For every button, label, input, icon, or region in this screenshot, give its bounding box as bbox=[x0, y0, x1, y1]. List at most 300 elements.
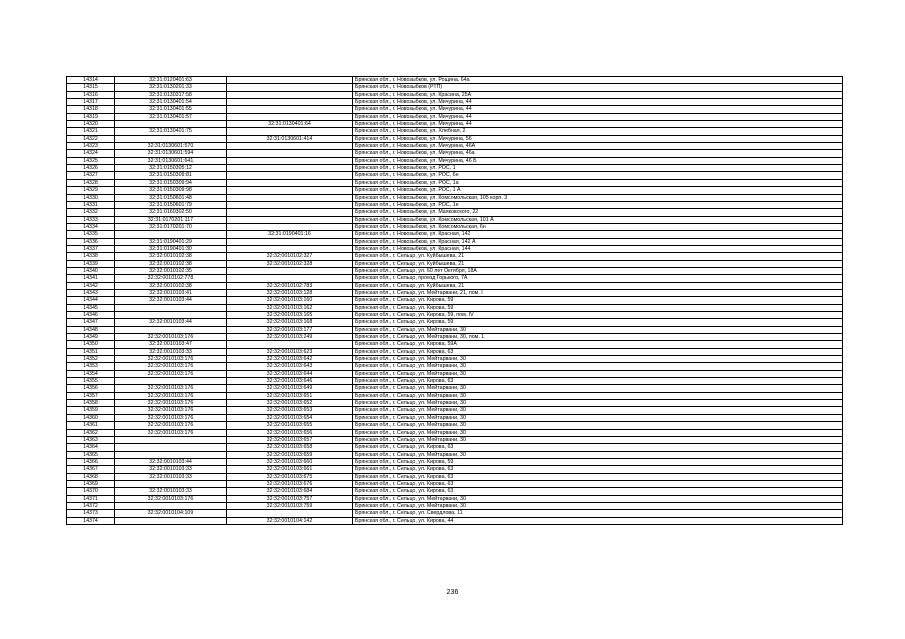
address-cell: Брянская обл., г. Новозыбков, ул. Мичурина, 56 bbox=[353, 135, 843, 142]
land-cadastral-number-cell: 32:32:0010103:44 bbox=[115, 458, 227, 465]
row-number-cell: 14372 bbox=[67, 502, 115, 509]
address-cell: Брянская обл., г. Новозыбков, ул. РОС, 1 А bbox=[353, 187, 843, 194]
land-cadastral-number-cell: 32:31:0150601:79 bbox=[115, 201, 227, 208]
building-cadastral-number-cell bbox=[227, 77, 353, 84]
land-cadastral-number-cell: 32:31:0130601:641 bbox=[115, 157, 227, 164]
building-cadastral-number-cell bbox=[227, 209, 353, 216]
building-cadastral-number-cell: 32:32:0010103:676 bbox=[227, 480, 353, 487]
land-cadastral-number-cell: 32:31:0120401:63 bbox=[115, 77, 227, 84]
address-cell: Брянская обл., г. Сельцо, ул. Кирова, 63 bbox=[353, 348, 843, 355]
building-cadastral-number-cell: 32:32:0010103:249 bbox=[227, 334, 353, 341]
land-cadastral-number-cell: 32:32:0010103:41 bbox=[115, 289, 227, 296]
table-row bbox=[67, 84, 843, 91]
table-row bbox=[67, 451, 843, 458]
address-cell: Брянская обл., г. Сельцо, ул. Мейтарвани, 30 bbox=[353, 502, 843, 509]
table-row bbox=[67, 436, 843, 443]
row-number-cell: 14332 bbox=[67, 209, 115, 216]
land-cadastral-number-cell: 32:31:0160302:50 bbox=[115, 209, 227, 216]
row-number-cell: 14344 bbox=[67, 297, 115, 304]
table-row bbox=[67, 150, 843, 157]
table-row bbox=[67, 495, 843, 502]
building-cadastral-number-cell bbox=[227, 216, 353, 223]
land-cadastral-number-cell: 32:32:0010102:778 bbox=[115, 275, 227, 282]
land-cadastral-number-cell: 32:32:0010102:38 bbox=[115, 282, 227, 289]
address-cell: Брянская обл., г. Сельцо, ул. Мейтарвани, 30 bbox=[353, 451, 843, 458]
building-cadastral-number-cell: 32:32:0010102:327 bbox=[227, 253, 353, 260]
land-cadastral-number-cell bbox=[115, 436, 227, 443]
row-number-cell: 14321 bbox=[67, 128, 115, 135]
building-cadastral-number-cell: 32:31:0190401:16 bbox=[227, 231, 353, 238]
row-number-cell: 14360 bbox=[67, 414, 115, 421]
row-number-cell: 14316 bbox=[67, 91, 115, 98]
row-number-cell: 14326 bbox=[67, 165, 115, 172]
address-cell: Брянская обл., г. Новозыбков, ул. Комсомольская, 101 А bbox=[353, 216, 843, 223]
address-cell: Брянская обл., г. Сельцо, ул. Кирова, 63 bbox=[353, 378, 843, 385]
table-row bbox=[67, 194, 843, 201]
land-cadastral-number-cell bbox=[115, 378, 227, 385]
address-cell: Брянская обл., г. Сельцо, ул. Куйбышева, 21 bbox=[353, 260, 843, 267]
table-row bbox=[67, 172, 843, 179]
building-cadastral-number-cell bbox=[227, 194, 353, 201]
land-cadastral-number-cell bbox=[115, 444, 227, 451]
building-cadastral-number-cell: 32:32:0010102:328 bbox=[227, 260, 353, 267]
land-cadastral-number-cell: 32:31:0130401:57 bbox=[115, 113, 227, 120]
address-cell: Брянская обл., г. Новозыбков, ул. Красная, 142 bbox=[353, 231, 843, 238]
table-row bbox=[67, 334, 843, 341]
row-number-cell: 14365 bbox=[67, 451, 115, 458]
address-cell: Брянская обл., г. Сельцо, ул. Мейтарвани, 30 bbox=[353, 429, 843, 436]
address-cell: Брянская обл., г. Сельцо, ул. Кирова, 63 bbox=[353, 480, 843, 487]
building-cadastral-number-cell: 32:32:0010103:162 bbox=[227, 304, 353, 311]
row-number-cell: 14373 bbox=[67, 510, 115, 517]
row-number-cell: 14342 bbox=[67, 282, 115, 289]
land-cadastral-number-cell: 32:32:0010103:176 bbox=[115, 495, 227, 502]
table-row bbox=[67, 480, 843, 487]
land-cadastral-number-cell: 32:32:0010102:38 bbox=[115, 253, 227, 260]
row-number-cell: 14337 bbox=[67, 245, 115, 252]
land-cadastral-number-cell: 32:32:0010102:38 bbox=[115, 260, 227, 267]
land-cadastral-number-cell bbox=[115, 231, 227, 238]
land-cadastral-number-cell: 32:31:0150601:48 bbox=[115, 194, 227, 201]
address-cell: Брянская обл., г. Сельцо, ул. Мейтарвани, 30, пом. 1 bbox=[353, 334, 843, 341]
page-number: 236 bbox=[446, 589, 459, 596]
address-cell: Брянская обл., г. Сельцо, ул. Кирова, 59 bbox=[353, 304, 843, 311]
building-cadastral-number-cell: 32:32:0010103:657 bbox=[227, 436, 353, 443]
land-cadastral-number-cell: 32:32:0010103:176 bbox=[115, 392, 227, 399]
land-cadastral-number-cell: 32:31:0150305:12 bbox=[115, 165, 227, 172]
address-cell: Брянская обл., г. Новозыбков, ул. Комсомольская, 6н bbox=[353, 223, 843, 230]
address-cell: Брянская обл., г. Сельцо, ул. Кирова, 63 bbox=[353, 466, 843, 473]
row-number-cell: 14348 bbox=[67, 326, 115, 333]
building-cadastral-number-cell: 32:32:0010103:160 bbox=[227, 297, 353, 304]
table-row bbox=[67, 113, 843, 120]
building-cadastral-number-cell: 32:32:0010103:649 bbox=[227, 385, 353, 392]
building-cadastral-number-cell: 32:32:0010103:658 bbox=[227, 444, 353, 451]
row-number-cell: 14371 bbox=[67, 495, 115, 502]
land-cadastral-number-cell: 32:31:0170201:70 bbox=[115, 223, 227, 230]
table-row bbox=[67, 488, 843, 495]
row-number-cell: 14339 bbox=[67, 260, 115, 267]
table-row bbox=[67, 458, 843, 465]
row-number-cell: 14340 bbox=[67, 267, 115, 274]
building-cadastral-number-cell: 32:32:0010103:656 bbox=[227, 429, 353, 436]
table-row bbox=[67, 165, 843, 172]
land-cadastral-number-cell: 32:31:0190401:30 bbox=[115, 245, 227, 252]
table-row bbox=[67, 385, 843, 392]
building-cadastral-number-cell bbox=[227, 99, 353, 106]
land-cadastral-number-cell: 32:31:0130401:54 bbox=[115, 99, 227, 106]
building-cadastral-number-cell bbox=[227, 150, 353, 157]
row-number-cell: 14317 bbox=[67, 99, 115, 106]
land-cadastral-number-cell: 32:32:0010103:44 bbox=[115, 297, 227, 304]
row-number-cell: 14329 bbox=[67, 187, 115, 194]
land-cadastral-number-cell: 32:32:0010103:176 bbox=[115, 363, 227, 370]
table-row bbox=[67, 400, 843, 407]
property-table-container bbox=[66, 76, 842, 525]
row-number-cell: 14334 bbox=[67, 223, 115, 230]
land-cadastral-number-cell: 32:32:0010103:176 bbox=[115, 385, 227, 392]
address-cell: Брянская обл., г. Сельцо, ул. Кирова, 44 bbox=[353, 517, 843, 524]
table-row bbox=[67, 121, 843, 128]
address-cell: Брянская обл., г. Сельцо, ул. Мейтарвани, 30 bbox=[353, 422, 843, 429]
building-cadastral-number-cell bbox=[227, 187, 353, 194]
row-number-cell: 14345 bbox=[67, 304, 115, 311]
address-cell: Брянская обл., г. Новозыбков, ул. Мичурина, 44 bbox=[353, 106, 843, 113]
table-row bbox=[67, 267, 843, 274]
row-number-cell: 14333 bbox=[67, 216, 115, 223]
address-cell: Брянская обл., г. Сельцо, ул. Мейтарвани, 30 bbox=[353, 495, 843, 502]
building-cadastral-number-cell: 32:32:0010103:623 bbox=[227, 348, 353, 355]
address-cell: Брянская обл., г. Новозыбков, ул. Красная, 142 А bbox=[353, 238, 843, 245]
address-cell: Брянская обл., г. Новозыбков, ул. Мичурина, 44 bbox=[353, 121, 843, 128]
address-cell: Брянская обл., г. Сельцо, ул. Кирова, 63 bbox=[353, 444, 843, 451]
building-cadastral-number-cell bbox=[227, 275, 353, 282]
land-cadastral-number-cell bbox=[115, 326, 227, 333]
land-cadastral-number-cell: 32:31:0130317:58 bbox=[115, 91, 227, 98]
table-row bbox=[67, 106, 843, 113]
building-cadastral-number-cell bbox=[227, 157, 353, 164]
row-number-cell: 14324 bbox=[67, 150, 115, 157]
table-row bbox=[67, 99, 843, 106]
row-number-cell: 14338 bbox=[67, 253, 115, 260]
address-cell: Брянская обл., г. Новозыбков, ул. Мичурина, 46а bbox=[353, 150, 843, 157]
land-cadastral-number-cell: 32:32:0010103:33 bbox=[115, 473, 227, 480]
land-cadastral-number-cell: 32:32:0010103:176 bbox=[115, 429, 227, 436]
address-cell: Брянская обл., г. Новозыбков, ул. Хлебная, 2 bbox=[353, 128, 843, 135]
address-cell: Брянская обл., г. Сельцо, ул. Мейтарвани, 30 bbox=[353, 436, 843, 443]
building-cadastral-number-cell bbox=[227, 238, 353, 245]
building-cadastral-number-cell: 32:32:0010103:655 bbox=[227, 422, 353, 429]
row-number-cell: 14331 bbox=[67, 201, 115, 208]
table-row bbox=[67, 414, 843, 421]
building-cadastral-number-cell: 32:32:0010103:659 bbox=[227, 451, 353, 458]
table-row bbox=[67, 216, 843, 223]
address-cell: Брянская обл., г. Новозыбков, ул. Маяковского, 22 bbox=[353, 209, 843, 216]
row-number-cell: 14347 bbox=[67, 319, 115, 326]
land-cadastral-number-cell bbox=[115, 502, 227, 509]
table-row bbox=[67, 326, 843, 333]
table-row bbox=[67, 319, 843, 326]
address-cell: Брянская обл., г. Новозыбков, ул. РОС, 1а bbox=[353, 179, 843, 186]
address-cell: Брянская обл., г. Сельцо, ул. Кирова, 63 bbox=[353, 488, 843, 495]
land-cadastral-number-cell: 32:31:0170201:117 bbox=[115, 216, 227, 223]
building-cadastral-number-cell bbox=[227, 128, 353, 135]
address-cell: Брянская обл., г. Новозыбков, ул. РОС, 1е bbox=[353, 201, 843, 208]
row-number-cell: 14369 bbox=[67, 480, 115, 487]
row-number-cell: 14322 bbox=[67, 135, 115, 142]
row-number-cell: 14346 bbox=[67, 312, 115, 319]
building-cadastral-number-cell bbox=[227, 267, 353, 274]
address-cell: Брянская обл., г. Сельцо, проезд Горького, 7А bbox=[353, 275, 843, 282]
land-cadastral-number-cell: 32:32:0010103:33 bbox=[115, 488, 227, 495]
row-number-cell: 14357 bbox=[67, 392, 115, 399]
address-cell: Брянская обл., г. Сельцо, ул. Мейтарвани, 30 bbox=[353, 385, 843, 392]
table-row bbox=[67, 510, 843, 517]
address-cell: Брянская обл., г. Новозыбков, ул. Рощина, 64а bbox=[353, 77, 843, 84]
land-cadastral-number-cell: 32:32:0010103:176 bbox=[115, 414, 227, 421]
building-cadastral-number-cell: 32:32:0010103:168 bbox=[227, 319, 353, 326]
address-cell: Брянская обл., г. Сельцо, ул. Мейтарвани, 30 bbox=[353, 414, 843, 421]
table-row bbox=[67, 297, 843, 304]
row-number-cell: 14336 bbox=[67, 238, 115, 245]
land-cadastral-number-cell: 32:31:0150309:81 bbox=[115, 172, 227, 179]
row-number-cell: 14352 bbox=[67, 356, 115, 363]
land-cadastral-number-cell: 32:32:0010103:176 bbox=[115, 407, 227, 414]
row-number-cell: 14355 bbox=[67, 378, 115, 385]
table-row bbox=[67, 187, 843, 194]
address-cell: Брянская обл., г. Новозыбков, ул. Красная, 144 bbox=[353, 245, 843, 252]
table-row bbox=[67, 502, 843, 509]
address-cell: Брянская обл., г. Сельцо, ул. Кирова, 59 bbox=[353, 297, 843, 304]
row-number-cell: 14354 bbox=[67, 370, 115, 377]
land-cadastral-number-cell: 32:31:0130601:594 bbox=[115, 150, 227, 157]
address-cell: Брянская обл., г. Сельцо, ул. Кирова, 63 bbox=[353, 473, 843, 480]
land-cadastral-number-cell: 32:32:0010103:176 bbox=[115, 400, 227, 407]
row-number-cell: 14318 bbox=[67, 106, 115, 113]
address-cell: Брянская обл., г. Новозыбков, ул. РОС, 6н bbox=[353, 172, 843, 179]
building-cadastral-number-cell: 32:32:0010103:757 bbox=[227, 495, 353, 502]
building-cadastral-number-cell: 32:32:0010103:652 bbox=[227, 400, 353, 407]
address-cell: Брянская обл., г. Сельцо, ул. Мейтарвани, 21, пом. I bbox=[353, 289, 843, 296]
table-row bbox=[67, 260, 843, 267]
address-cell: Брянская обл., г. Новозыбков, ул. Мичурина, 46 Б bbox=[353, 157, 843, 164]
address-cell: Брянская обл., г. Сельцо, ул. Куйбышева, 21 bbox=[353, 253, 843, 260]
land-cadastral-number-cell: 32:32:0010103:33 bbox=[115, 348, 227, 355]
building-cadastral-number-cell: 32:32:0010103:646 bbox=[227, 378, 353, 385]
building-cadastral-number-cell bbox=[227, 84, 353, 91]
address-cell: Брянская обл., г. Новозыбков, ул. Мичурина, 44 bbox=[353, 99, 843, 106]
building-cadastral-number-cell: 32:32:0010102:783 bbox=[227, 282, 353, 289]
address-cell: Брянская обл., г. Сельцо, ул. Кирова, 59 bbox=[353, 458, 843, 465]
table-row bbox=[67, 253, 843, 260]
land-cadastral-number-cell: 32:31:0130401:55 bbox=[115, 106, 227, 113]
row-number-cell: 14314 bbox=[67, 77, 115, 84]
table-row bbox=[67, 341, 843, 348]
land-cadastral-number-cell: 32:31:0150309:98 bbox=[115, 187, 227, 194]
row-number-cell: 14359 bbox=[67, 407, 115, 414]
table-row bbox=[67, 223, 843, 230]
row-number-cell: 14363 bbox=[67, 436, 115, 443]
table-row bbox=[67, 282, 843, 289]
row-number-cell: 14328 bbox=[67, 179, 115, 186]
row-number-cell: 14362 bbox=[67, 429, 115, 436]
property-table bbox=[66, 76, 843, 525]
row-number-cell: 14319 bbox=[67, 113, 115, 120]
land-cadastral-number-cell bbox=[115, 451, 227, 458]
address-cell: Брянская обл., г. Сельцо, ул. Мейтарвани, 30 bbox=[353, 363, 843, 370]
land-cadastral-number-cell bbox=[115, 304, 227, 311]
building-cadastral-number-cell: 32:32:0010103:661 bbox=[227, 466, 353, 473]
address-cell: Брянская обл., г. Сельцо, ул. Мейтарвани, 30 bbox=[353, 356, 843, 363]
row-number-cell: 14361 bbox=[67, 422, 115, 429]
address-cell: Брянская обл., г. Сельцо, ул. Мейтарвани, 30 bbox=[353, 400, 843, 407]
table-row bbox=[67, 245, 843, 252]
land-cadastral-number-cell: 32:32:0010103:176 bbox=[115, 356, 227, 363]
building-cadastral-number-cell bbox=[227, 106, 353, 113]
building-cadastral-number-cell bbox=[227, 143, 353, 150]
row-number-cell: 14353 bbox=[67, 363, 115, 370]
table-row bbox=[67, 312, 843, 319]
address-cell: Брянская обл., г. Сельцо, ул. Кирова, 59, пом. IV bbox=[353, 312, 843, 319]
table-row bbox=[67, 348, 843, 355]
row-number-cell: 14358 bbox=[67, 400, 115, 407]
table-row bbox=[67, 91, 843, 98]
table-row bbox=[67, 378, 843, 385]
table-row bbox=[67, 179, 843, 186]
table-row bbox=[67, 370, 843, 377]
land-cadastral-number-cell: 32:31:0130201:33 bbox=[115, 84, 227, 91]
building-cadastral-number-cell bbox=[227, 201, 353, 208]
land-cadastral-number-cell bbox=[115, 121, 227, 128]
table-row bbox=[67, 444, 843, 451]
address-cell: Брянская обл., г. Сельцо, ул. Мейтарвани, 30 bbox=[353, 370, 843, 377]
address-cell: Брянская обл., г. Новозыбков, ул. Комсомольская, 105 корп. 3 bbox=[353, 194, 843, 201]
building-cadastral-number-cell: 32:32:0010103:654 bbox=[227, 414, 353, 421]
table-row bbox=[67, 135, 843, 142]
table-row bbox=[67, 143, 843, 150]
address-cell: Брянская обл., г. Сельцо, ул. Кирова, 59 bbox=[353, 319, 843, 326]
row-number-cell: 14341 bbox=[67, 275, 115, 282]
table-row bbox=[67, 231, 843, 238]
table-row bbox=[67, 128, 843, 135]
row-number-cell: 14367 bbox=[67, 466, 115, 473]
building-cadastral-number-cell: 32:32:0010103:684 bbox=[227, 488, 353, 495]
table-row bbox=[67, 429, 843, 436]
building-cadastral-number-cell: 32:32:0010103:653 bbox=[227, 407, 353, 414]
row-number-cell: 14315 bbox=[67, 84, 115, 91]
land-cadastral-number-cell: 32:32:0010103:176 bbox=[115, 334, 227, 341]
building-cadastral-number-cell: 32:32:0010103:660 bbox=[227, 458, 353, 465]
table-row bbox=[67, 201, 843, 208]
address-cell: Брянская обл., г. Сельцо, ул. Мейтарвани, 30 bbox=[353, 407, 843, 414]
row-number-cell: 14335 bbox=[67, 231, 115, 238]
row-number-cell: 14351 bbox=[67, 348, 115, 355]
land-cadastral-number-cell: 32:32:0010104:109 bbox=[115, 510, 227, 517]
land-cadastral-number-cell: 32:32:0010102:35 bbox=[115, 267, 227, 274]
building-cadastral-number-cell bbox=[227, 113, 353, 120]
row-number-cell: 14320 bbox=[67, 121, 115, 128]
address-cell: Брянская обл., г. Сельцо, ул. Куйбышева, 21 bbox=[353, 282, 843, 289]
building-cadastral-number-cell: 32:32:0010103:651 bbox=[227, 392, 353, 399]
table-row bbox=[67, 363, 843, 370]
land-cadastral-number-cell: 32:32:0010103:176 bbox=[115, 422, 227, 429]
row-number-cell: 14325 bbox=[67, 157, 115, 164]
table-row bbox=[67, 275, 843, 282]
building-cadastral-number-cell: 32:31:0130601:414 bbox=[227, 135, 353, 142]
address-cell: Брянская обл., г. Сельцо, ул. Мейтарвани, 30 bbox=[353, 392, 843, 399]
table-row bbox=[67, 209, 843, 216]
land-cadastral-number-cell: 32:32:0010103:47 bbox=[115, 341, 227, 348]
building-cadastral-number-cell bbox=[227, 510, 353, 517]
row-number-cell: 14323 bbox=[67, 143, 115, 150]
table-row bbox=[67, 77, 843, 84]
land-cadastral-number-cell: 32:31:0130601:570 bbox=[115, 143, 227, 150]
building-cadastral-number-cell: 32:32:0010103:642 bbox=[227, 356, 353, 363]
land-cadastral-number-cell bbox=[115, 517, 227, 524]
land-cadastral-number-cell bbox=[115, 135, 227, 142]
building-cadastral-number-cell: 32:32:0010103:759 bbox=[227, 502, 353, 509]
row-number-cell: 14330 bbox=[67, 194, 115, 201]
building-cadastral-number-cell: 32:32:0010103:675 bbox=[227, 473, 353, 480]
building-cadastral-number-cell: 32:32:0010103:165 bbox=[227, 312, 353, 319]
address-cell: Брянская обл., г. Новозыбков, ул. Мичурина, 46А bbox=[353, 143, 843, 150]
table-row bbox=[67, 466, 843, 473]
property-table-body bbox=[67, 77, 843, 525]
row-number-cell: 14364 bbox=[67, 444, 115, 451]
table-row bbox=[67, 304, 843, 311]
address-cell: Брянская обл., г. Сельцо, ул. Свердлова, 11 bbox=[353, 510, 843, 517]
building-cadastral-number-cell: 32:32:0010103:643 bbox=[227, 363, 353, 370]
row-number-cell: 14350 bbox=[67, 341, 115, 348]
row-number-cell: 14366 bbox=[67, 458, 115, 465]
building-cadastral-number-cell bbox=[227, 341, 353, 348]
address-cell: Брянская обл., г. Новозыбков, ул. Красина, 25А bbox=[353, 91, 843, 98]
building-cadastral-number-cell bbox=[227, 172, 353, 179]
building-cadastral-number-cell: 32:31:0130401:64 bbox=[227, 121, 353, 128]
address-cell: Брянская обл., г. Новозыбков, ул. РОС, 1 bbox=[353, 165, 843, 172]
row-number-cell: 14349 bbox=[67, 334, 115, 341]
table-row bbox=[67, 238, 843, 245]
table-row bbox=[67, 473, 843, 480]
table-row bbox=[67, 392, 843, 399]
building-cadastral-number-cell bbox=[227, 245, 353, 252]
table-row bbox=[67, 422, 843, 429]
address-cell: Брянская обл., г. Новозыбков (РТП) bbox=[353, 84, 843, 91]
land-cadastral-number-cell bbox=[115, 312, 227, 319]
address-cell: Брянская обл., г. Сельцо, ул. 60 лет Октября, 18А bbox=[353, 267, 843, 274]
address-cell: Брянская обл., г. Сельцо, ул. Кирова, 59А bbox=[353, 341, 843, 348]
row-number-cell: 14368 bbox=[67, 473, 115, 480]
address-cell: Брянская обл., г. Новозыбков, ул. Мичурина, 44 bbox=[353, 113, 843, 120]
address-cell: Брянская обл., г. Сельцо, ул. Мейтарвани, 30 bbox=[353, 326, 843, 333]
row-number-cell: 14374 bbox=[67, 517, 115, 524]
table-row bbox=[67, 356, 843, 363]
table-row bbox=[67, 407, 843, 414]
building-cadastral-number-cell bbox=[227, 179, 353, 186]
building-cadastral-number-cell: 32:32:0010103:128 bbox=[227, 289, 353, 296]
land-cadastral-number-cell: 32:31:0130401:75 bbox=[115, 128, 227, 135]
table-row bbox=[67, 517, 843, 524]
row-number-cell: 14327 bbox=[67, 172, 115, 179]
land-cadastral-number-cell: 32:32:0010103:176 bbox=[115, 370, 227, 377]
row-number-cell: 14370 bbox=[67, 488, 115, 495]
row-number-cell: 14356 bbox=[67, 385, 115, 392]
land-cadastral-number-cell: 32:32:0010103:33 bbox=[115, 466, 227, 473]
table-row bbox=[67, 289, 843, 296]
row-number-cell: 14343 bbox=[67, 289, 115, 296]
building-cadastral-number-cell bbox=[227, 165, 353, 172]
building-cadastral-number-cell bbox=[227, 91, 353, 98]
